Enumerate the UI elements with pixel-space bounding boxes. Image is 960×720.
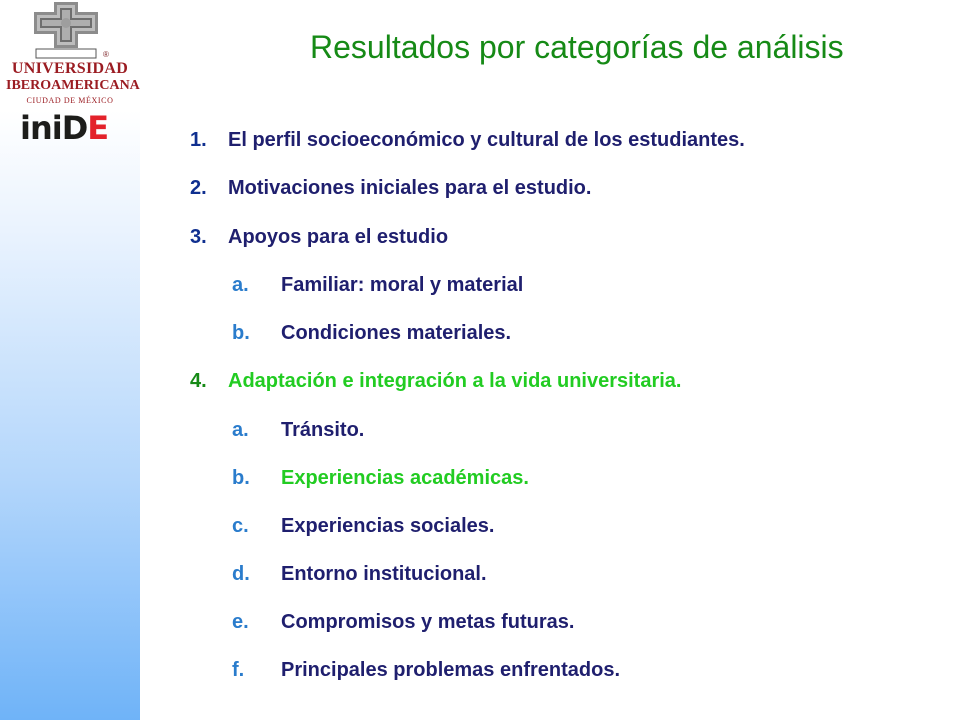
list-item-text: Principales problemas enfrentados. <box>281 659 620 681</box>
inide-logo-part1: ini <box>20 109 62 147</box>
university-name-line2: IBEROAMERICANA <box>6 78 140 93</box>
list-item-text: Condiciones materiales. <box>281 322 512 344</box>
list-marker: a. <box>232 274 249 296</box>
list-item-text: Compromisos y metas futuras. <box>281 611 575 633</box>
inide-logo-part2: D <box>61 109 88 147</box>
inide-logo-part3: E <box>87 109 109 147</box>
university-name-line1: UNIVERSIDAD <box>11 60 129 77</box>
list-item-text: El perfil socioeconómico y cultural de los estudiantes. <box>228 129 745 151</box>
list-item-text: Experiencias académicas. <box>281 467 529 489</box>
list-marker: e. <box>232 611 249 633</box>
list-marker: 1. <box>190 129 207 151</box>
list-item-text: Entorno institucional. <box>281 563 487 585</box>
list-item-text: Familiar: moral y material <box>281 274 524 296</box>
list-item-text: Adaptación e integración a la vida universitaria. <box>228 370 682 392</box>
list-item-text: Experiencias sociales. <box>281 515 495 537</box>
list-item-text: Tránsito. <box>281 419 365 441</box>
list-marker: 3. <box>190 226 207 248</box>
list-marker: b. <box>232 322 250 344</box>
slide-title: Resultados por categorías de análisis <box>310 29 844 65</box>
list-marker: d. <box>232 563 250 585</box>
list-item-text: Apoyos para el estudio <box>228 226 449 248</box>
list-marker: f. <box>232 659 245 681</box>
list-marker: a. <box>232 419 249 441</box>
list-marker: c. <box>232 515 249 537</box>
list-marker: 4. <box>190 370 207 392</box>
list-marker: b. <box>232 467 250 489</box>
list-marker: 2. <box>190 177 207 199</box>
university-city: CIUDAD DE MÉXICO <box>26 96 114 105</box>
list-item-text: Motivaciones iniciales para el estudio. <box>228 177 592 199</box>
registered-mark: ® <box>103 50 109 59</box>
